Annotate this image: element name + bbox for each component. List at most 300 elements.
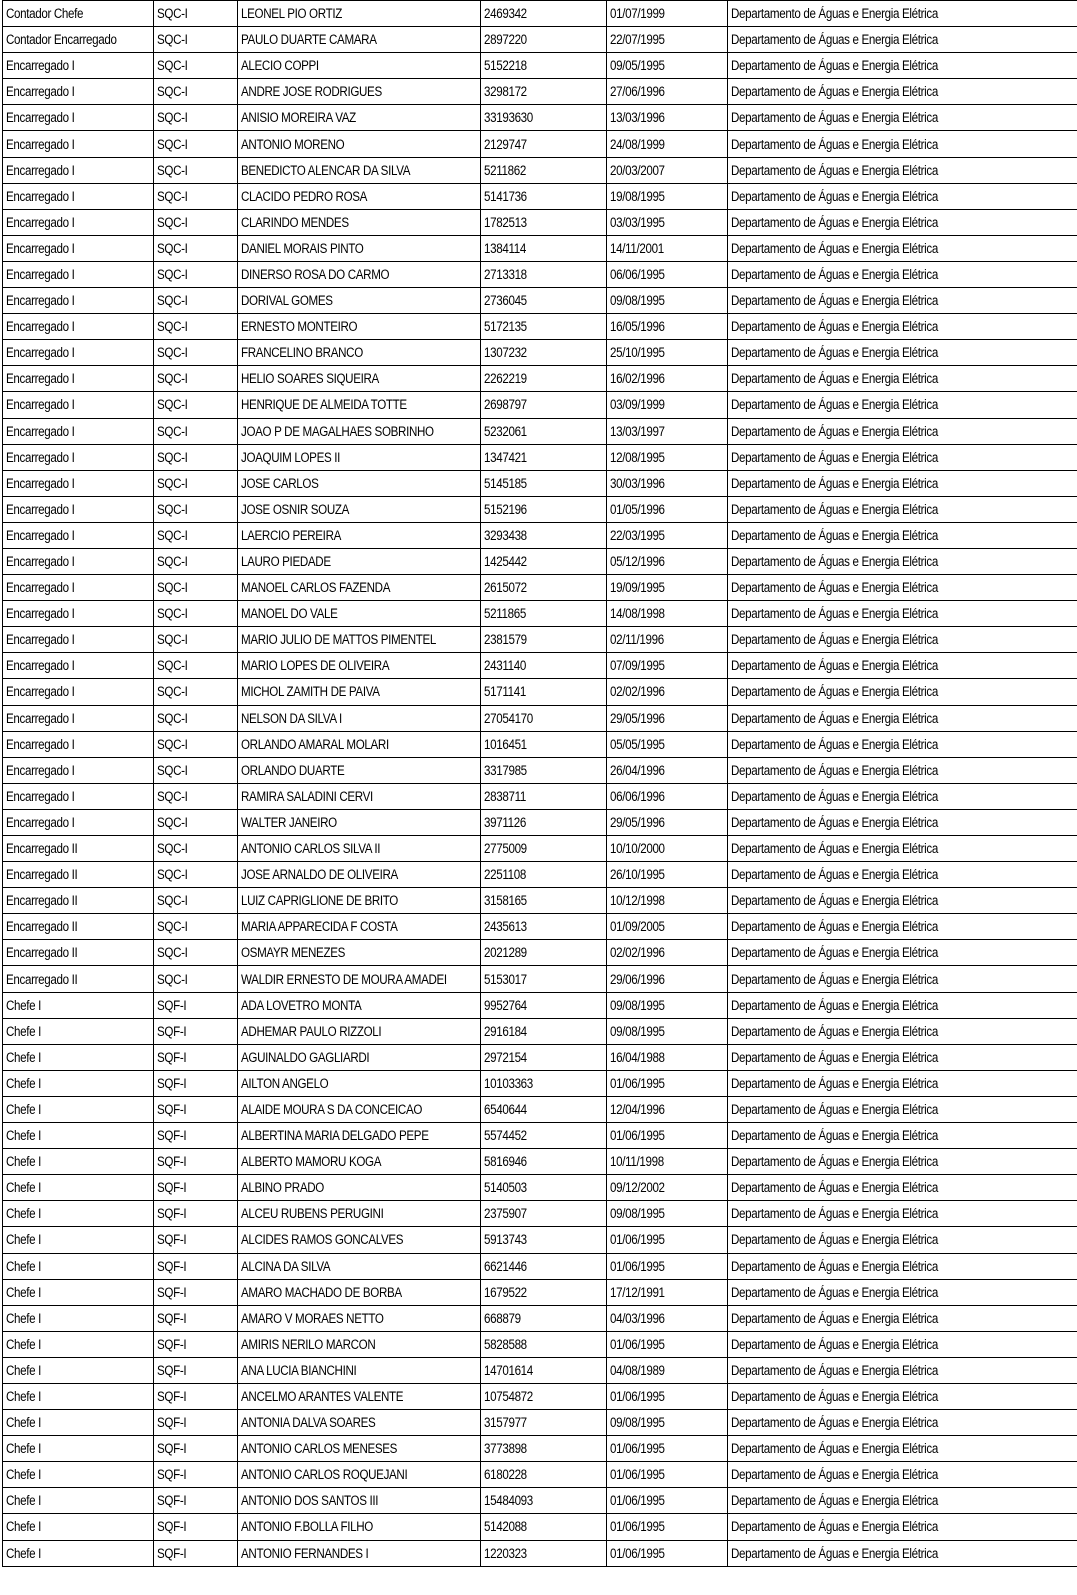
table-row [3, 444, 1077, 470]
cargo-cell [3, 548, 154, 574]
table-row [3, 105, 1077, 131]
cell-text: Departamento de Águas e Energia Elétrica [731, 6, 938, 22]
orgao-cell [728, 836, 1077, 862]
nome-cell [238, 288, 481, 314]
cell-text: SQF-I [157, 1467, 187, 1483]
cell-text: SQF-I [157, 1415, 187, 1431]
cell-text: 01/06/1995 [610, 1389, 665, 1405]
rg-cell [481, 783, 607, 809]
table-row [3, 1410, 1077, 1436]
cell-text: Encarregado I [6, 501, 75, 517]
cell-text: 09/08/1995 [610, 293, 665, 309]
rg-cell [481, 1279, 607, 1305]
orgao-cell [728, 131, 1077, 157]
cell-text: SQF-I [157, 1232, 187, 1248]
cell-text: AMARO V MORAES NETTO [241, 1310, 384, 1326]
table-row [3, 470, 1077, 496]
cell-text: 5816946 [484, 1154, 527, 1170]
rg-cell [481, 548, 607, 574]
cell-text: SQC-I [157, 32, 188, 48]
cell-text: Departamento de Águas e Energia Elétrica [731, 293, 938, 309]
orgao-cell [728, 992, 1077, 1018]
cell-text: Chefe I [6, 1101, 42, 1117]
cell-text: SQC-I [157, 319, 188, 335]
cell-text: MARIO JULIO DE MATTOS PIMENTEL [241, 632, 437, 648]
cell-text: 2129747 [484, 136, 527, 152]
nome-cell [238, 470, 481, 496]
cell-text: 14701614 [484, 1362, 533, 1378]
cell-text: SQF-I [157, 1336, 187, 1352]
cell-text: Departamento de Águas e Energia Elétrica [731, 997, 938, 1013]
rg-cell [481, 914, 607, 940]
orgao-cell [728, 418, 1077, 444]
cell-text: SQC-I [157, 684, 188, 700]
orgao-cell [728, 1044, 1077, 1070]
table-row [3, 1383, 1077, 1409]
orgao-cell [728, 627, 1077, 653]
cell-text: Chefe I [6, 1180, 42, 1196]
cell-text: 2838711 [484, 788, 526, 804]
nome-cell [238, 653, 481, 679]
cell-text: SQC-I [157, 893, 188, 909]
cell-text: SQC-I [157, 606, 188, 622]
cell-text: SQF-I [157, 1154, 187, 1170]
cell-text: ALBINO PRADO [241, 1180, 324, 1196]
cell-text: ORLANDO AMARAL MOLARI [241, 736, 389, 752]
classe-cell [154, 288, 238, 314]
rg-cell [481, 1123, 607, 1149]
orgao-cell [728, 888, 1077, 914]
rg-cell [481, 836, 607, 862]
classe-cell [154, 1175, 238, 1201]
cell-text: Chefe I [6, 1493, 42, 1509]
table-row [3, 627, 1077, 653]
cell-text: WALDIR ERNESTO DE MOURA AMADEI [241, 971, 447, 987]
classe-cell [154, 105, 238, 131]
table-row [3, 862, 1077, 888]
cell-text: SQF-I [157, 1075, 187, 1091]
cell-text: 5913743 [484, 1232, 527, 1248]
cell-text: Departamento de Águas e Energia Elétrica [731, 1362, 938, 1378]
cell-text: 05/12/1996 [610, 554, 665, 570]
cell-text: 1220323 [484, 1545, 527, 1561]
cell-text: ANA LUCIA BIANCHINI [241, 1362, 357, 1378]
rg-cell [481, 705, 607, 731]
cell-text: SQC-I [157, 188, 188, 204]
cell-text: 5211862 [484, 162, 526, 178]
cell-text: SQC-I [157, 423, 188, 439]
cell-text: SQF-I [157, 1128, 187, 1144]
cell-text: SQC-I [157, 240, 188, 256]
classe-cell [154, 653, 238, 679]
cell-text: SQC-I [157, 449, 188, 465]
table-row [3, 418, 1077, 444]
classe-cell [154, 1253, 238, 1279]
rg-cell [481, 470, 607, 496]
table-row [3, 288, 1077, 314]
nome-cell [238, 1044, 481, 1070]
orgao-cell [728, 27, 1077, 53]
orgao-cell [728, 548, 1077, 574]
table-row [3, 914, 1077, 940]
orgao-cell [728, 496, 1077, 522]
nome-cell [238, 575, 481, 601]
cell-text: 25/10/1995 [610, 345, 665, 361]
data-cell [607, 1410, 728, 1436]
orgao-cell [728, 966, 1077, 992]
classe-cell [154, 1070, 238, 1096]
cell-text: 14/11/2001 [610, 240, 664, 256]
cell-text: 04/08/1989 [610, 1362, 665, 1378]
classe-cell [154, 1279, 238, 1305]
cell-text: Encarregado I [6, 632, 75, 648]
cell-text: Encarregado II [6, 971, 78, 987]
data-cell [607, 340, 728, 366]
cell-text: HELIO SOARES SIQUEIRA [241, 371, 379, 387]
nome-cell [238, 1305, 481, 1331]
data-cell [607, 27, 728, 53]
cell-text: Encarregado II [6, 841, 78, 857]
rg-cell [481, 1253, 607, 1279]
cell-text: SQF-I [157, 1389, 187, 1405]
cargo-cell [3, 183, 154, 209]
cargo-cell [3, 288, 154, 314]
data-cell [607, 79, 728, 105]
cell-text: Encarregado I [6, 345, 75, 361]
cell-text: 3293438 [484, 527, 527, 543]
data-cell [607, 1436, 728, 1462]
nome-cell [238, 1488, 481, 1514]
orgao-cell [728, 653, 1077, 679]
cell-text: Departamento de Águas e Energia Elétrica [731, 867, 938, 883]
cell-text: 9952764 [484, 997, 527, 1013]
data-cell [607, 1123, 728, 1149]
classe-cell [154, 418, 238, 444]
cell-text: JOAQUIM LOPES II [241, 449, 341, 465]
cargo-cell [3, 992, 154, 1018]
cargo-cell [3, 679, 154, 705]
cell-text: 10/10/2000 [610, 841, 665, 857]
cell-text: ALBERTINA MARIA DELGADO PEPE [241, 1128, 429, 1144]
cargo-cell [3, 27, 154, 53]
cell-text: 22/03/1995 [610, 527, 665, 543]
classe-cell [154, 444, 238, 470]
nome-cell [238, 79, 481, 105]
cell-text: Departamento de Águas e Energia Elétrica [731, 606, 938, 622]
cell-text: Departamento de Águas e Energia Elétrica [731, 214, 938, 230]
cell-text: SQC-I [157, 345, 188, 361]
data-cell [607, 1070, 728, 1096]
nome-cell [238, 1436, 481, 1462]
orgao-cell [728, 1018, 1077, 1044]
cell-text: Departamento de Águas e Energia Elétrica [731, 1180, 938, 1196]
cargo-cell [3, 209, 154, 235]
table-row [3, 1305, 1077, 1331]
cargo-cell [3, 1462, 154, 1488]
nome-cell [238, 836, 481, 862]
classe-cell [154, 1488, 238, 1514]
cargo-cell [3, 418, 154, 444]
cell-text: Encarregado I [6, 788, 75, 804]
cell-text: 2381579 [484, 632, 527, 648]
orgao-cell [728, 1070, 1077, 1096]
data-cell [607, 1044, 728, 1070]
cell-text: Chefe I [6, 1023, 42, 1039]
cell-text: Departamento de Águas e Energia Elétrica [731, 475, 938, 491]
table-row [3, 1462, 1077, 1488]
cell-text: SQF-I [157, 1206, 187, 1222]
classe-cell [154, 1018, 238, 1044]
data-cell [607, 705, 728, 731]
cell-text: Encarregado I [6, 214, 75, 230]
orgao-cell [728, 1410, 1077, 1436]
rg-cell [481, 601, 607, 627]
cell-text: MANOEL CARLOS FAZENDA [241, 580, 391, 596]
cell-text: SQC-I [157, 580, 188, 596]
cell-text: 12/08/1995 [610, 449, 665, 465]
rg-cell [481, 1540, 607, 1566]
classe-cell [154, 366, 238, 392]
cell-text: ALCEU RUBENS PERUGINI [241, 1206, 384, 1222]
orgao-cell [728, 679, 1077, 705]
nome-cell [238, 1227, 481, 1253]
orgao-cell [728, 261, 1077, 287]
data-cell [607, 888, 728, 914]
orgao-cell [728, 157, 1077, 183]
table-row [3, 731, 1077, 757]
cell-text: 2469342 [484, 6, 527, 22]
rg-cell [481, 1410, 607, 1436]
nome-cell [238, 209, 481, 235]
cell-text: 09/12/2002 [610, 1180, 665, 1196]
cell-text: 01/06/1995 [610, 1493, 665, 1509]
data-table [2, 0, 1077, 1567]
cargo-cell [3, 79, 154, 105]
cell-text: 26/10/1995 [610, 867, 665, 883]
cell-text: 13/03/1996 [610, 110, 665, 126]
cell-text: SQC-I [157, 710, 188, 726]
cell-text: JOAO P DE MAGALHAES SOBRINHO [241, 423, 434, 439]
nome-cell [238, 261, 481, 287]
cell-text: Departamento de Águas e Energia Elétrica [731, 841, 938, 857]
data-cell [607, 131, 728, 157]
orgao-cell [728, 209, 1077, 235]
cell-text: Departamento de Águas e Energia Elétrica [731, 188, 938, 204]
cell-text: SQF-I [157, 1258, 187, 1274]
data-cell [607, 627, 728, 653]
cargo-cell [3, 1, 154, 27]
cargo-cell [3, 966, 154, 992]
cell-text: Encarregado I [6, 110, 75, 126]
cell-text: HENRIQUE DE ALMEIDA TOTTE [241, 397, 407, 413]
cell-text: SQC-I [157, 162, 188, 178]
cell-text: 09/08/1995 [610, 1206, 665, 1222]
nome-cell [238, 940, 481, 966]
cell-text: 2375907 [484, 1206, 527, 1222]
data-cell [607, 314, 728, 340]
cell-text: 12/04/1996 [610, 1101, 665, 1117]
cell-text: Chefe I [6, 1310, 42, 1326]
cell-text: ANTONIO DOS SANTOS III [241, 1493, 379, 1509]
cell-text: 06/06/1996 [610, 788, 665, 804]
cell-text: 2262219 [484, 371, 527, 387]
cell-text: 2021289 [484, 945, 527, 961]
cell-text: Encarregado I [6, 554, 75, 570]
rg-cell [481, 1488, 607, 1514]
cell-text: SQC-I [157, 736, 188, 752]
cell-text: Departamento de Águas e Energia Elétrica [731, 1336, 938, 1352]
table-row [3, 157, 1077, 183]
cargo-cell [3, 1383, 154, 1409]
cell-text: Encarregado I [6, 710, 75, 726]
cell-text: SQF-I [157, 1310, 187, 1326]
cargo-cell [3, 53, 154, 79]
data-cell [607, 783, 728, 809]
table-row [3, 53, 1077, 79]
cell-text: 2916184 [484, 1023, 527, 1039]
table-row [3, 679, 1077, 705]
orgao-cell [728, 1514, 1077, 1540]
data-cell [607, 1383, 728, 1409]
cell-text: Encarregado I [6, 293, 75, 309]
table-row [3, 1, 1077, 27]
rg-cell [481, 862, 607, 888]
classe-cell [154, 888, 238, 914]
cell-text: 1679522 [484, 1284, 527, 1300]
cell-text: 09/08/1995 [610, 1023, 665, 1039]
table-row [3, 1357, 1077, 1383]
table-row [3, 1149, 1077, 1175]
cell-text: Departamento de Águas e Energia Elétrica [731, 501, 938, 517]
nome-cell [238, 1410, 481, 1436]
cell-text: 01/09/2005 [610, 919, 665, 935]
classe-cell [154, 183, 238, 209]
table-row [3, 1227, 1077, 1253]
rg-cell [481, 392, 607, 418]
cell-text: 6180228 [484, 1467, 527, 1483]
rg-cell [481, 183, 607, 209]
classe-cell [154, 731, 238, 757]
cell-text: SQC-I [157, 658, 188, 674]
cell-text: SQF-I [157, 1101, 187, 1117]
cell-text: Chefe I [6, 1362, 42, 1378]
cell-text: SQF-I [157, 1023, 187, 1039]
rg-cell [481, 1149, 607, 1175]
table-row [3, 79, 1077, 105]
classe-cell [154, 575, 238, 601]
cell-text: CLARINDO MENDES [241, 214, 349, 230]
classe-cell [154, 1149, 238, 1175]
data-cell [607, 809, 728, 835]
data-cell [607, 1462, 728, 1488]
cell-text: Encarregado II [6, 867, 78, 883]
classe-cell [154, 1, 238, 27]
orgao-cell [728, 340, 1077, 366]
cell-text: ANTONIO FERNANDES I [241, 1545, 369, 1561]
cargo-cell [3, 1175, 154, 1201]
cell-text: Encarregado I [6, 188, 75, 204]
orgao-cell [728, 731, 1077, 757]
cell-text: 01/07/1999 [610, 6, 665, 22]
cell-text: 07/09/1995 [610, 658, 665, 674]
classe-cell [154, 209, 238, 235]
cell-text: SQC-I [157, 971, 188, 987]
cell-text: Encarregado II [6, 919, 78, 935]
classe-cell [154, 966, 238, 992]
cell-text: SQF-I [157, 1049, 187, 1065]
cell-text: 29/06/1996 [610, 971, 665, 987]
classe-cell [154, 679, 238, 705]
cell-text: Chefe I [6, 1232, 42, 1248]
cell-text: 30/03/1996 [610, 475, 665, 491]
table-row [3, 1488, 1077, 1514]
classe-cell [154, 1305, 238, 1331]
table-row [3, 809, 1077, 835]
cell-text: MANOEL DO VALE [241, 606, 338, 622]
cell-text: 2698797 [484, 397, 527, 413]
classe-cell [154, 496, 238, 522]
cell-text: Encarregado I [6, 736, 75, 752]
cell-text: 5232061 [484, 423, 527, 439]
cell-text: ADA LOVETRO MONTA [241, 997, 362, 1013]
classe-cell [154, 1044, 238, 1070]
rg-cell [481, 1383, 607, 1409]
cell-text: 03/09/1999 [610, 397, 665, 413]
cell-text: SQC-I [157, 293, 188, 309]
cell-text: Departamento de Águas e Energia Elétrica [731, 84, 938, 100]
cell-text: 2897220 [484, 32, 527, 48]
classe-cell [154, 992, 238, 1018]
cell-text: 33193630 [484, 110, 533, 126]
orgao-cell [728, 522, 1077, 548]
cell-text: 01/06/1995 [610, 1075, 665, 1091]
cell-text: Departamento de Águas e Energia Elétrica [731, 266, 938, 282]
data-cell [607, 548, 728, 574]
data-cell [607, 575, 728, 601]
cargo-cell [3, 705, 154, 731]
rg-cell [481, 1201, 607, 1227]
cell-text: SQC-I [157, 632, 188, 648]
data-cell [607, 1227, 728, 1253]
cell-text: SQC-I [157, 788, 188, 804]
cargo-cell [3, 1436, 154, 1462]
cell-text: Departamento de Águas e Energia Elétrica [731, 710, 938, 726]
classe-cell [154, 157, 238, 183]
table-row [3, 1070, 1077, 1096]
rg-cell [481, 757, 607, 783]
cell-text: Departamento de Águas e Energia Elétrica [731, 1206, 938, 1222]
nome-cell [238, 1123, 481, 1149]
cell-text: WALTER JANEIRO [241, 814, 337, 830]
data-cell [607, 1253, 728, 1279]
nome-cell [238, 1201, 481, 1227]
orgao-cell [728, 575, 1077, 601]
cargo-cell [3, 1201, 154, 1227]
cell-text: 2775009 [484, 841, 527, 857]
classe-cell [154, 261, 238, 287]
nome-cell [238, 366, 481, 392]
cell-text: Departamento de Águas e Energia Elétrica [731, 971, 938, 987]
rg-cell [481, 79, 607, 105]
cell-text: 01/05/1996 [610, 501, 665, 517]
nome-cell [238, 392, 481, 418]
rg-cell [481, 157, 607, 183]
data-cell [607, 53, 728, 79]
cargo-cell [3, 366, 154, 392]
orgao-cell [728, 601, 1077, 627]
cell-text: Departamento de Águas e Energia Elétrica [731, 919, 938, 935]
cell-text: SQC-I [157, 136, 188, 152]
